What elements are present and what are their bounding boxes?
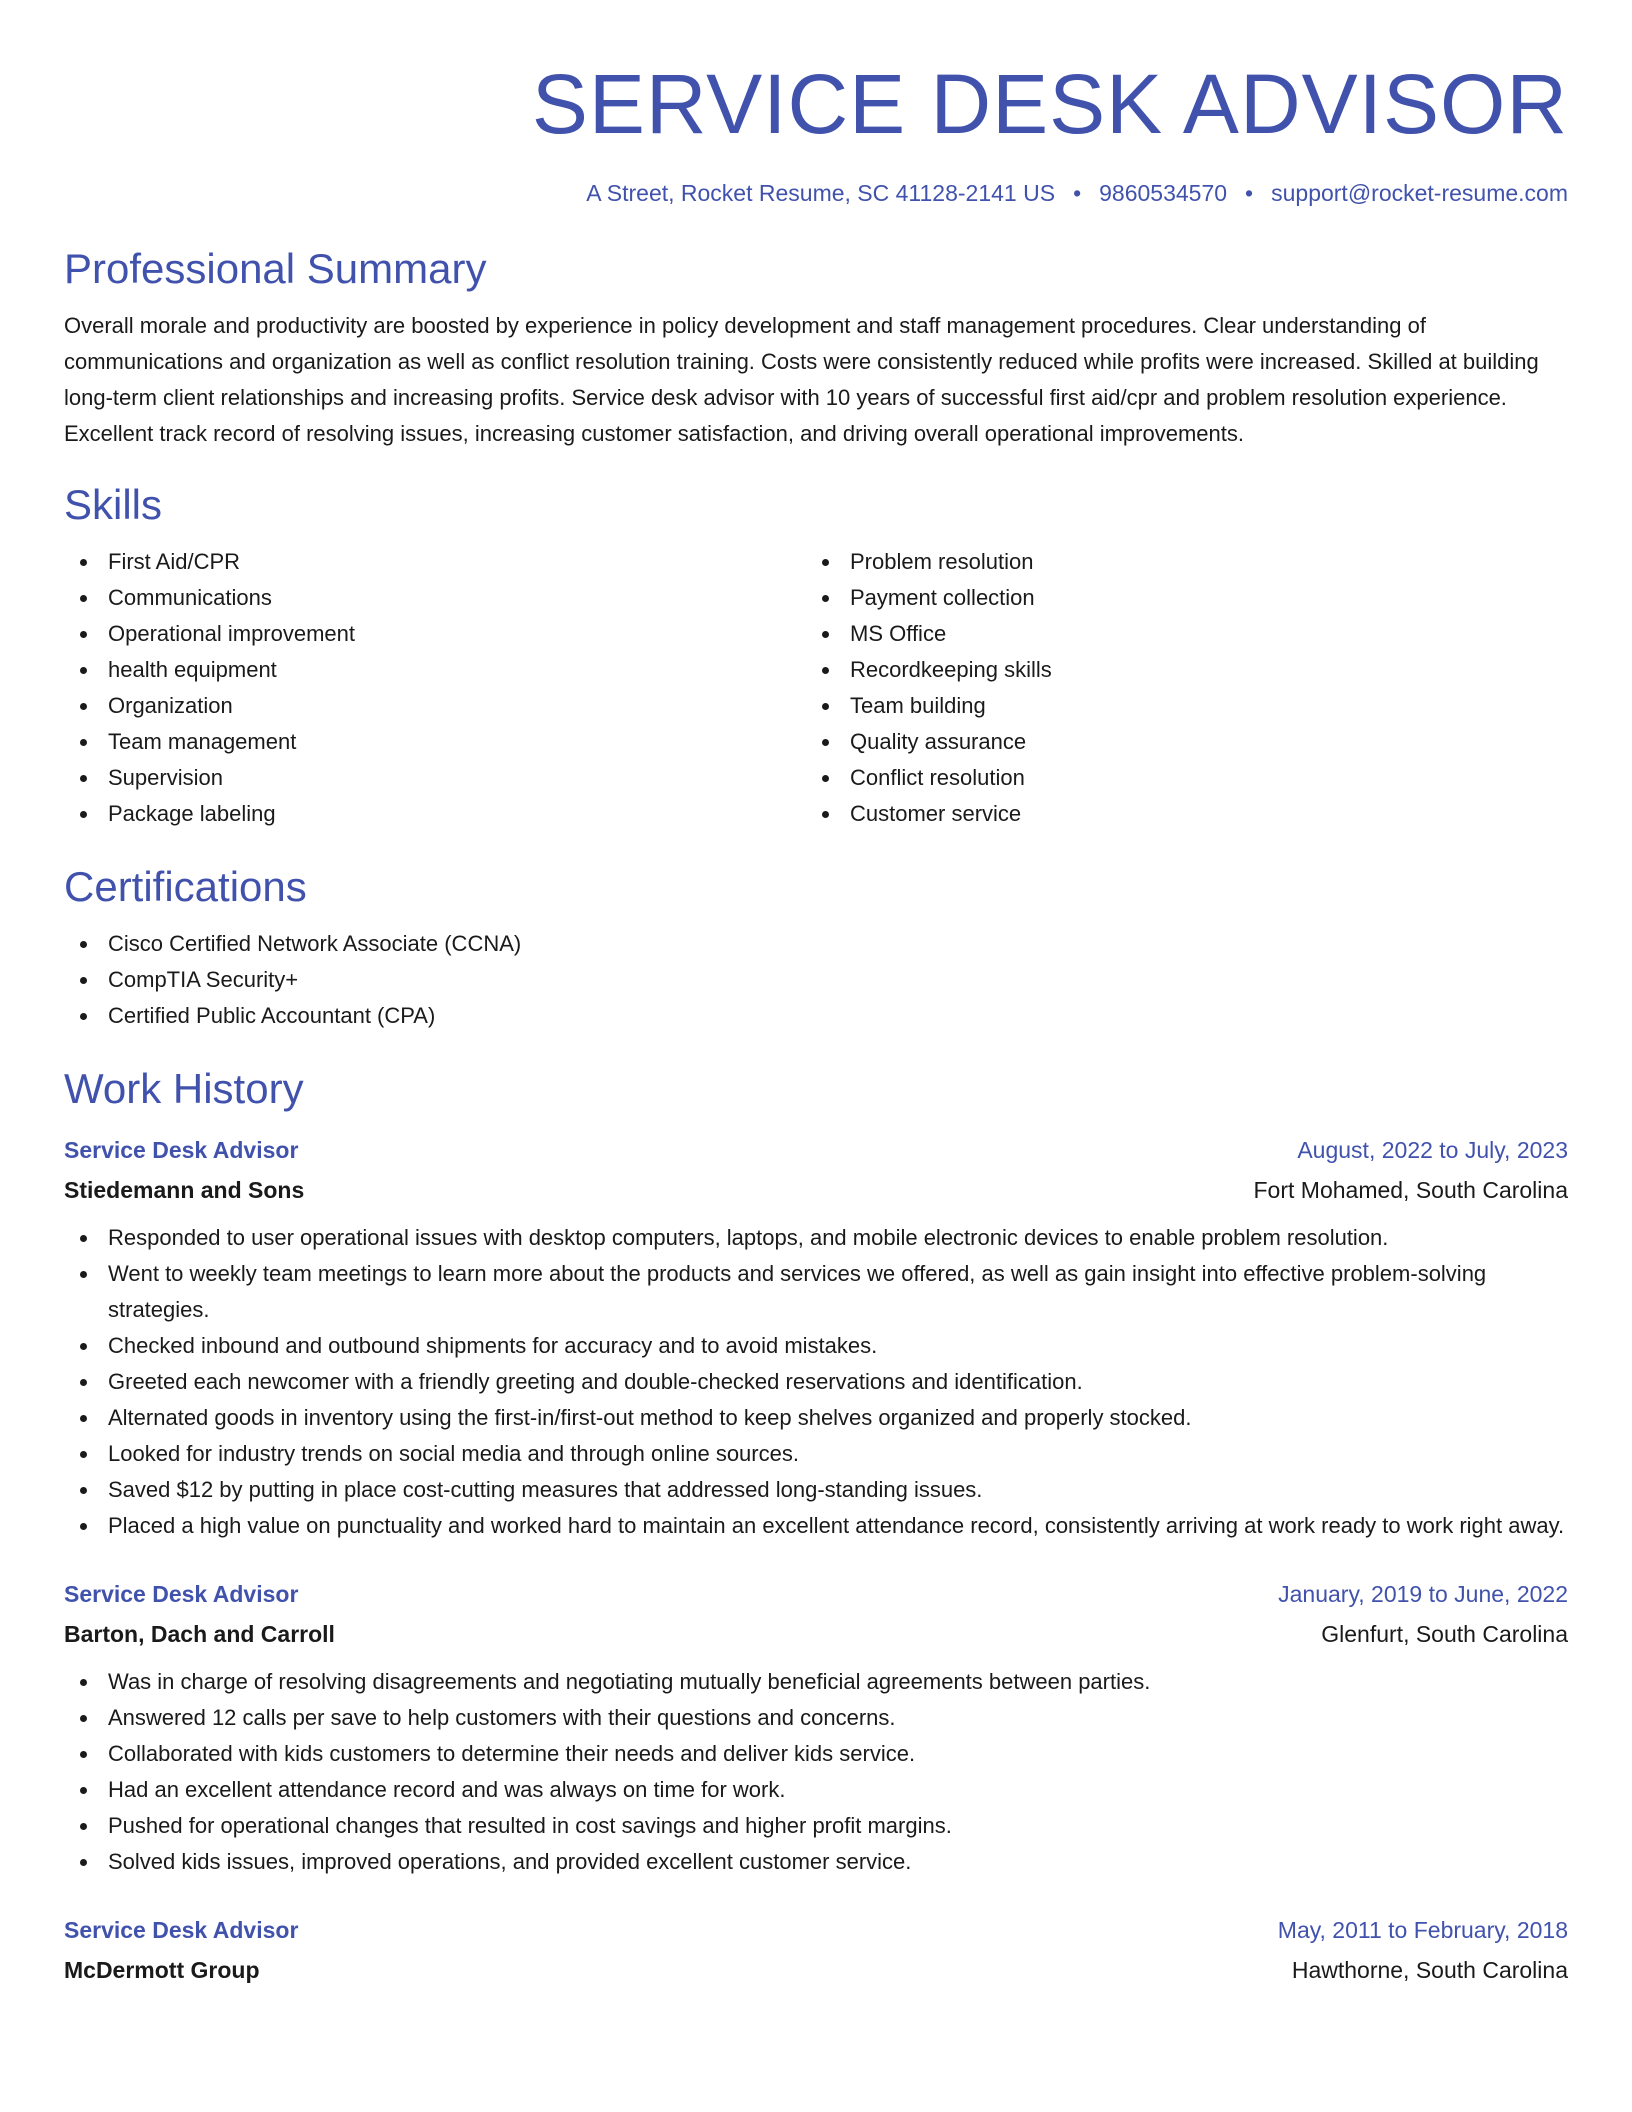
certification-item: Certified Public Accountant (CPA) — [64, 998, 1568, 1034]
contact-address: A Street, Rocket Resume, SC 41128-2141 US — [586, 180, 1056, 206]
job-duty-item: Alternated goods in inventory using the first-in/first-out method to keep shelves organized and properly stocked. — [64, 1400, 1568, 1436]
job-title: Service Desk Advisor — [64, 1137, 299, 1163]
certifications-heading: Certifications — [64, 863, 307, 910]
job-company: Barton, Dach and Carroll — [64, 1621, 335, 1647]
job-duty-item: Looked for industry trends on social media and through online sources. — [64, 1436, 1568, 1472]
skill-item: health equipment — [64, 652, 806, 688]
summary-heading: Professional Summary — [64, 245, 487, 292]
skills-grid — [64, 544, 1568, 832]
job-duty-item: Answered 12 calls per save to help customers with their questions and concerns. — [64, 1700, 1568, 1736]
skill-item: Supervision — [64, 760, 806, 796]
job-duty-item: Went to weekly team meetings to learn more about the products and services we offered, as well as gain insight into effective problem-solving strategies. — [64, 1256, 1568, 1328]
job-duty-item: Responded to user operational issues with desktop computers, laptops, and mobile electronic devices to enable problem resolution. — [64, 1220, 1568, 1256]
job-title: Service Desk Advisor — [64, 1917, 299, 1943]
contact-line — [64, 178, 1568, 208]
skill-item: Payment collection — [806, 580, 1548, 616]
job-duty-item: Was in charge of resolving disagreements and negotiating mutually beneficial agreements between parties. — [64, 1664, 1568, 1700]
skill-item: MS Office — [806, 616, 1548, 652]
skill-item: Quality assurance — [806, 724, 1548, 760]
certifications-list — [64, 926, 1568, 1034]
job-duty-item: Checked inbound and outbound shipments for accuracy and to avoid mistakes. — [64, 1328, 1568, 1364]
summary-text: Overall morale and productivity are boosted by experience in policy development and staff management procedures. Clear understanding of communications and organization as well as conflict resolution training. Costs were consistently reduced while profits were increased. Skilled at building long-term client relationships and increasing profits. Service desk advisor with 10 years of successful first aid/cpr and problem resolution experience. Excellent track record of resolving issues, increasing customer satisfaction, and driving overall operational improvements. — [64, 313, 1539, 446]
skill-item: Problem resolution — [806, 544, 1548, 580]
contact-separator: • — [1073, 180, 1082, 206]
job-duties-list — [64, 1664, 1568, 1880]
contact-phone: 9860534570 — [1099, 180, 1228, 206]
skill-item: Organization — [64, 688, 806, 724]
certification-item: Cisco Certified Network Associate (CCNA) — [64, 926, 1568, 962]
job-location: Hawthorne, South Carolina — [1291, 1957, 1568, 1983]
job-header-row — [64, 1574, 1568, 1614]
job-company-row — [64, 1614, 1568, 1654]
skill-item: First Aid/CPR — [64, 544, 806, 580]
skill-item: Package labeling — [64, 796, 806, 832]
job-header-row — [64, 1130, 1568, 1170]
job-company-row — [64, 1170, 1568, 1210]
work-history-heading: Work History — [64, 1065, 304, 1112]
job-entry — [64, 1130, 1568, 1544]
job-location: Fort Mohamed, South Carolina — [1253, 1177, 1568, 1203]
job-dates: August, 2022 to July, 2023 — [1297, 1137, 1568, 1163]
skill-item: Operational improvement — [64, 616, 806, 652]
skill-item: Recordkeeping skills — [806, 652, 1548, 688]
skill-item: Communications — [64, 580, 806, 616]
job-title: Service Desk Advisor — [64, 1581, 299, 1607]
job-header-row — [64, 1910, 1568, 1950]
job-dates: May, 2011 to February, 2018 — [1277, 1917, 1568, 1943]
job-company: McDermott Group — [64, 1957, 260, 1983]
job-duty-item: Placed a high value on punctuality and worked hard to maintain an excellent attendance record, consistently arriving at work ready to work right away. — [64, 1508, 1568, 1544]
skills-heading: Skills — [64, 481, 163, 528]
job-duty-item: Had an excellent attendance record and was always on time for work. — [64, 1772, 1568, 1808]
job-duty-item: Greeted each newcomer with a friendly greeting and double-checked reservations and identification. — [64, 1364, 1568, 1400]
skill-item: Customer service — [806, 796, 1548, 832]
contact-separator: • — [1245, 180, 1254, 206]
job-company: Stiedemann and Sons — [64, 1177, 305, 1203]
job-duty-item: Saved $12 by putting in place cost-cutting measures that addressed long-standing issues. — [64, 1472, 1568, 1508]
job-entry — [64, 1574, 1568, 1880]
job-duty-item: Collaborated with kids customers to determine their needs and deliver kids service. — [64, 1736, 1568, 1772]
skills-list-right — [806, 544, 1548, 832]
skills-list-left — [64, 544, 806, 832]
job-entry — [64, 1910, 1568, 1990]
job-duties-list — [64, 1220, 1568, 1544]
job-company-row — [64, 1950, 1568, 1990]
job-location: Glenfurt, South Carolina — [1321, 1621, 1568, 1647]
job-dates: January, 2019 to June, 2022 — [1278, 1581, 1568, 1607]
candidate-name: SERVICE DESK ADVISOR — [531, 57, 1568, 151]
certification-item: CompTIA Security+ — [64, 962, 1568, 998]
skill-item: Team management — [64, 724, 806, 760]
contact-email: support@rocket-resume.com — [1271, 180, 1568, 206]
job-duty-item: Pushed for operational changes that resulted in cost savings and higher profit margins. — [64, 1808, 1568, 1844]
job-duty-item: Solved kids issues, improved operations, and provided excellent customer service. — [64, 1844, 1568, 1880]
skill-item: Conflict resolution — [806, 760, 1548, 796]
skill-item: Team building — [806, 688, 1548, 724]
